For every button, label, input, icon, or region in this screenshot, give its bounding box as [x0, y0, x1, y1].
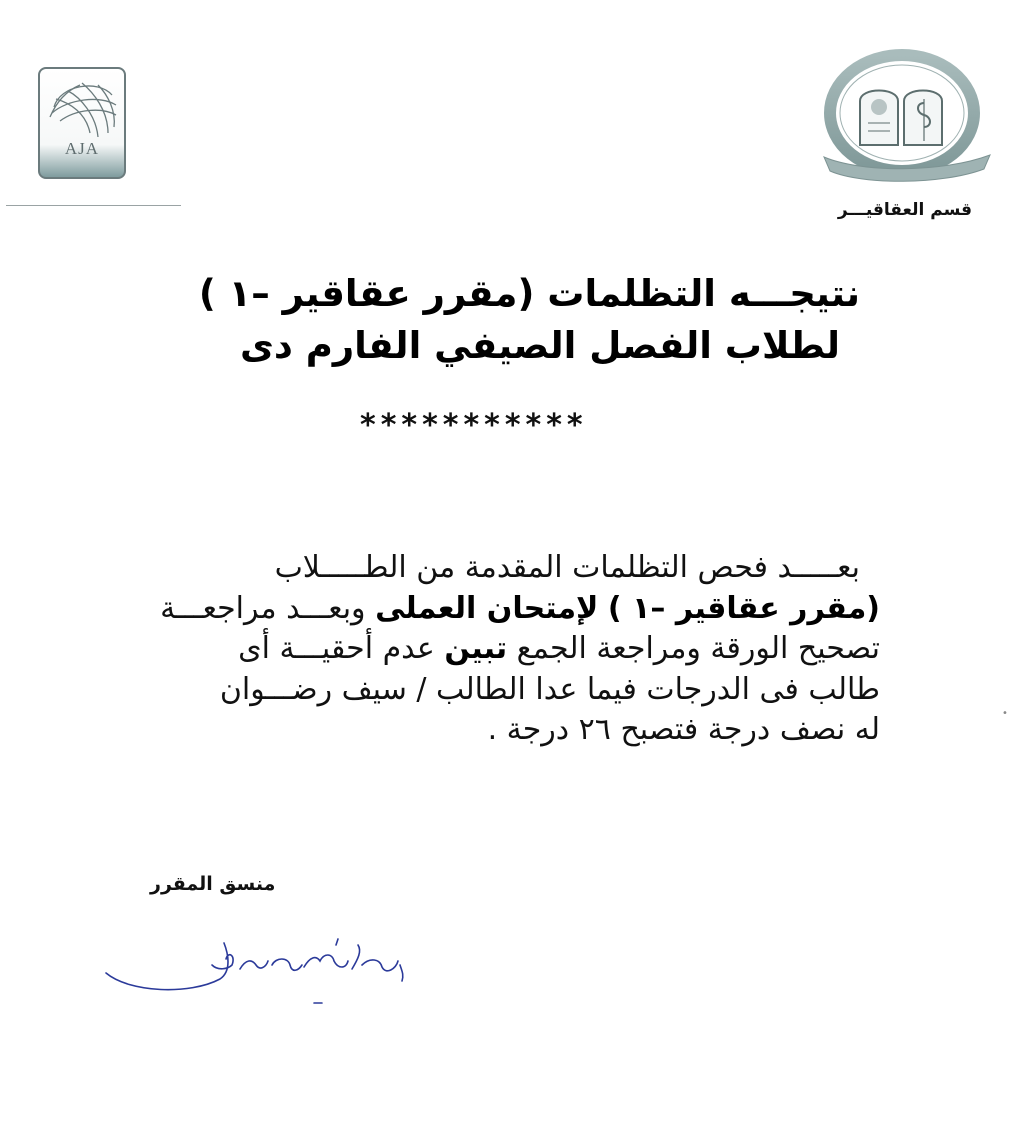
aja-logo-text: AJA [64, 139, 100, 158]
title-separator: *********** [360, 408, 588, 443]
exam-type: لإمتحان العملى [375, 590, 599, 626]
body-line-4: طالب فى الدرجات فيما عدا الطالب / سيف رضـــوان [219, 671, 880, 707]
title-line-2: لطلاب الفصل الصيفي الفارم دى [239, 324, 840, 367]
result-keyword: تبين [444, 631, 508, 666]
handwritten-signature-icon [100, 935, 420, 1015]
body-line-3-start: تصحيح الورقة ومراجعة الجمع [516, 631, 880, 666]
body-line-2-rest: وبعـــد مراجعـــة [160, 590, 366, 626]
aja-logo [38, 67, 126, 179]
scan-speck: • [1002, 708, 1008, 719]
body-line-2 [140, 589, 880, 630]
document-title [120, 268, 910, 372]
university-crest-icon [822, 45, 992, 195]
body-line-5: له نصف درجة فتصبح ٢٦ درجة . [487, 712, 880, 747]
coordinator-label: منسق المقرر [150, 873, 276, 895]
department-name: قسم العقاقيـــر [837, 200, 972, 220]
title-line-1: نتيجـــه التظلمات (مقرر عقاقير –١ ) [198, 272, 860, 315]
header-divider [6, 205, 181, 206]
university-crest-logo [822, 45, 992, 195]
body-paragraph [140, 548, 880, 751]
body-line-1: بعـــــد فحص التظلمات المقدمة من الطـــــلاب [274, 550, 860, 585]
body-line-3-end: عدم أحقيـــة أى [238, 631, 435, 666]
signature [100, 935, 420, 1015]
course-reference: (مقرر عقاقير –١ ) [607, 590, 880, 626]
globe-logo-icon [46, 77, 122, 139]
body-line-3 [140, 629, 880, 670]
